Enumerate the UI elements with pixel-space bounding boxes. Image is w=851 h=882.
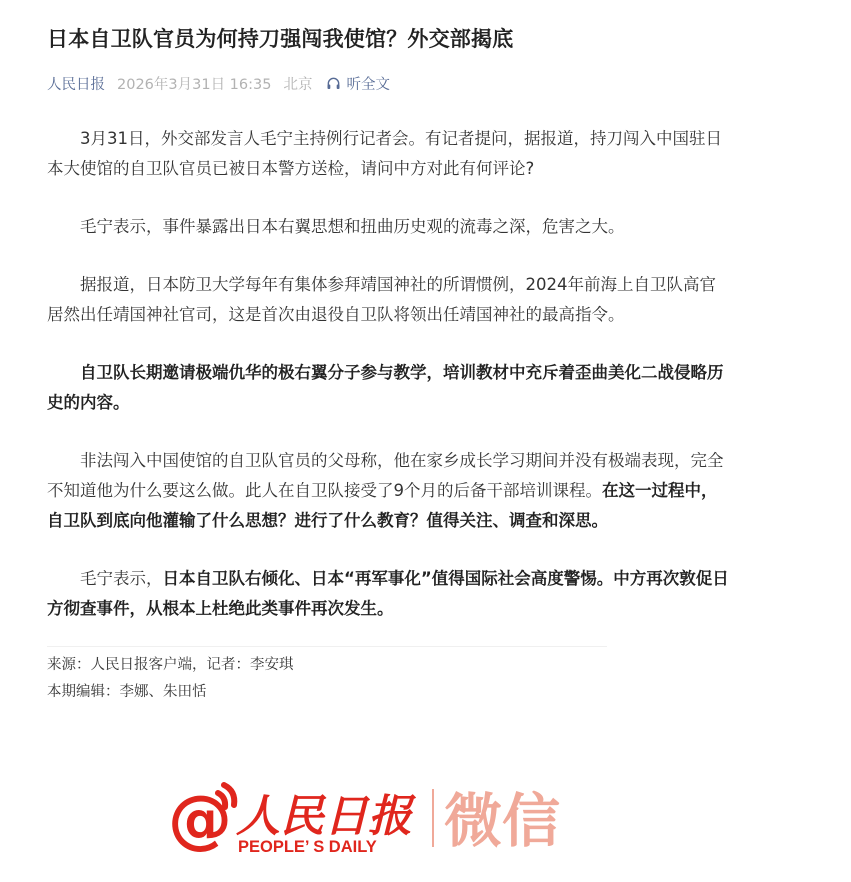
paragraph-4 [47,358,731,418]
paragraph-5 [47,446,731,536]
paragraph-3: 据报道，日本防卫大学每年有集体参拜靖国神社的所谓惯例，2024年前海上自卫队高官居然出任靖国神社官司，这是首次由退役自卫队将领出任靖国神社的最高指令。 [47,275,716,324]
logo-name-en: PEOPLE’ S DAILY [238,838,377,856]
article-title: 日本自卫队官员为何持刀强闯我使馆？外交部揭底 [47,27,514,51]
article-body [47,124,731,624]
paragraph-6 [47,564,731,624]
account-name-link[interactable]: 人民日报 [47,76,105,93]
peoples-daily-wechat-logo [168,777,588,857]
logo-name-cn: 人民日报 [236,791,412,842]
article-meta [47,72,851,94]
headphones-icon [326,76,341,91]
listen-label: 听全文 [346,76,390,93]
paragraph-5-bold: 在这一过程中，自卫队到底向他灌输了什么思想？进行了什么教育？值得关注、调查和深思。 [47,481,718,530]
paragraph-6-text: 毛宁表示， [80,569,163,588]
paragraph-1: 3月31日，外交部发言人毛宁主持例行记者会。有记者提问，据报道，持刀闯入中国驻日本大使馆的自卫队官员已被日本警方送检，请问中方对此有何评论? [47,129,722,178]
editor-line: 本期编辑：李娜、朱田恬 [47,684,207,700]
logo-at-symbol: @ [168,783,232,857]
paragraph-6-bold: 日本自卫队右倾化、日本“再军事化”值得国际社会高度警惕。中方再次敦促日方彻查事件，从根本上杜绝此类事件再次发生。 [47,569,729,618]
paragraph-4-bold: 自卫队长期邀请极端仇华的极右翼分子参与教学，培训教材中充斥着歪曲美化二战侵略历史的内容。 [47,363,724,412]
source-line: 来源：人民日报客户端，记者：李安琪 [47,657,294,673]
logo-platform: 微信 [444,787,561,855]
logo-separator [432,789,434,847]
footer-divider [47,646,607,647]
paragraph-2: 毛宁表示，事件暴露出日本右翼思想和扭曲历史观的流毒之深，危害之大。 [80,217,625,236]
publish-location: 北京 [283,76,313,93]
article-footer [47,652,851,706]
paragraph-5-text: 非法闯入中国使馆的自卫队官员的父母称，他在家乡成长学习期间并没有极端表现，完全不知道他为什么要这么做。此人在自卫队接受了9个月的后备干部培训课程。 [47,451,724,500]
listen-button[interactable] [326,73,390,94]
publish-date: 2026年3月31日 16:35 [117,76,272,93]
